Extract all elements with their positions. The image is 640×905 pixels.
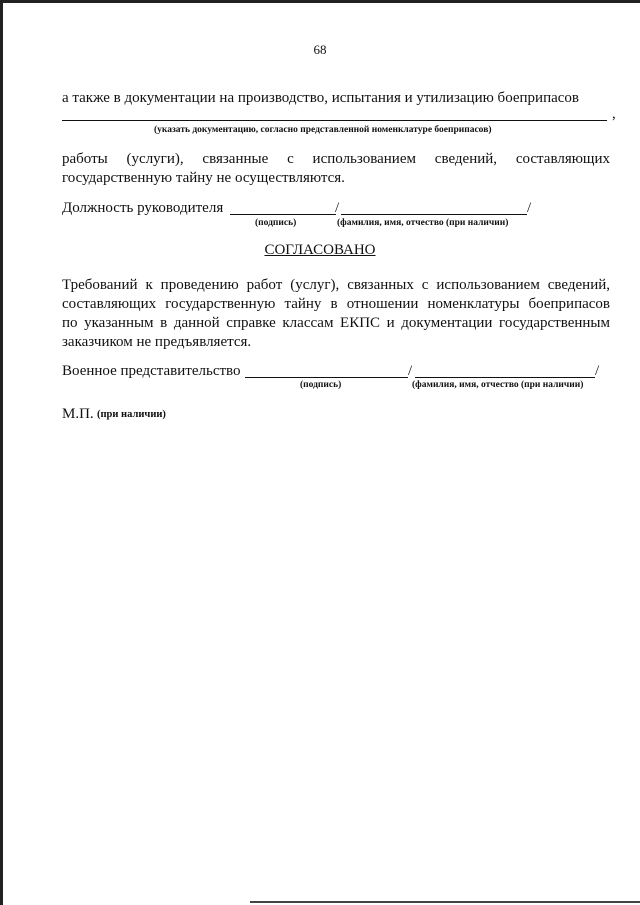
scan-border-left — [0, 0, 3, 905]
documentation-blank-line — [62, 120, 607, 121]
documentation-hint: (указать документацию, согласно представленной номенклатуре боеприпасов) — [154, 125, 492, 135]
military-signature-hint: (подпись) — [300, 380, 342, 390]
requirements-line-1: Требований к проведению работ (услуг), связанных с использованием сведений, — [62, 277, 610, 293]
requirements-line-3: по указанным в данной справке классам ЕКПС и документации государственным — [62, 315, 610, 331]
military-representation-label: Военное представительство — [62, 363, 241, 379]
stamp-hint: (при наличии) — [97, 409, 166, 420]
stamp-label: М.П. — [62, 406, 94, 422]
head-signature-line — [230, 214, 336, 215]
head-slash-1: / — [335, 200, 340, 216]
trailing-comma: , — [612, 106, 616, 122]
works-line-1: работы (услуги), связанные с использованием сведений, составляющих — [62, 151, 610, 167]
requirements-line-4: заказчиком не предъявляется. — [62, 334, 252, 350]
page-number: 68 — [313, 42, 327, 57]
military-slash-2: / — [595, 363, 600, 379]
approved-heading: СОГЛАСОВАНО — [264, 242, 376, 258]
military-slash-1: / — [408, 363, 413, 379]
head-slash-2: / — [527, 200, 532, 216]
military-name-line — [415, 377, 595, 378]
head-name-line — [341, 214, 527, 215]
head-position-label: Должность руководителя — [62, 200, 224, 216]
military-name-hint: (фамилия, имя, отчество (при наличии) — [412, 380, 584, 390]
requirements-line-2: составляющих государственную тайну в отношении номенклатуры боеприпасов — [62, 296, 610, 312]
scan-border-bottom — [250, 901, 640, 903]
military-signature-line — [245, 377, 408, 378]
head-name-hint: (фамилия, имя, отчество (при наличии) — [337, 218, 509, 228]
head-signature-hint: (подпись) — [255, 218, 297, 228]
scan-border-top — [0, 0, 640, 3]
intro-line: а также в документации на производство, испытания и утилизацию боеприпасов — [62, 90, 580, 106]
works-line-2: государственную тайну не осуществляются. — [62, 170, 345, 186]
